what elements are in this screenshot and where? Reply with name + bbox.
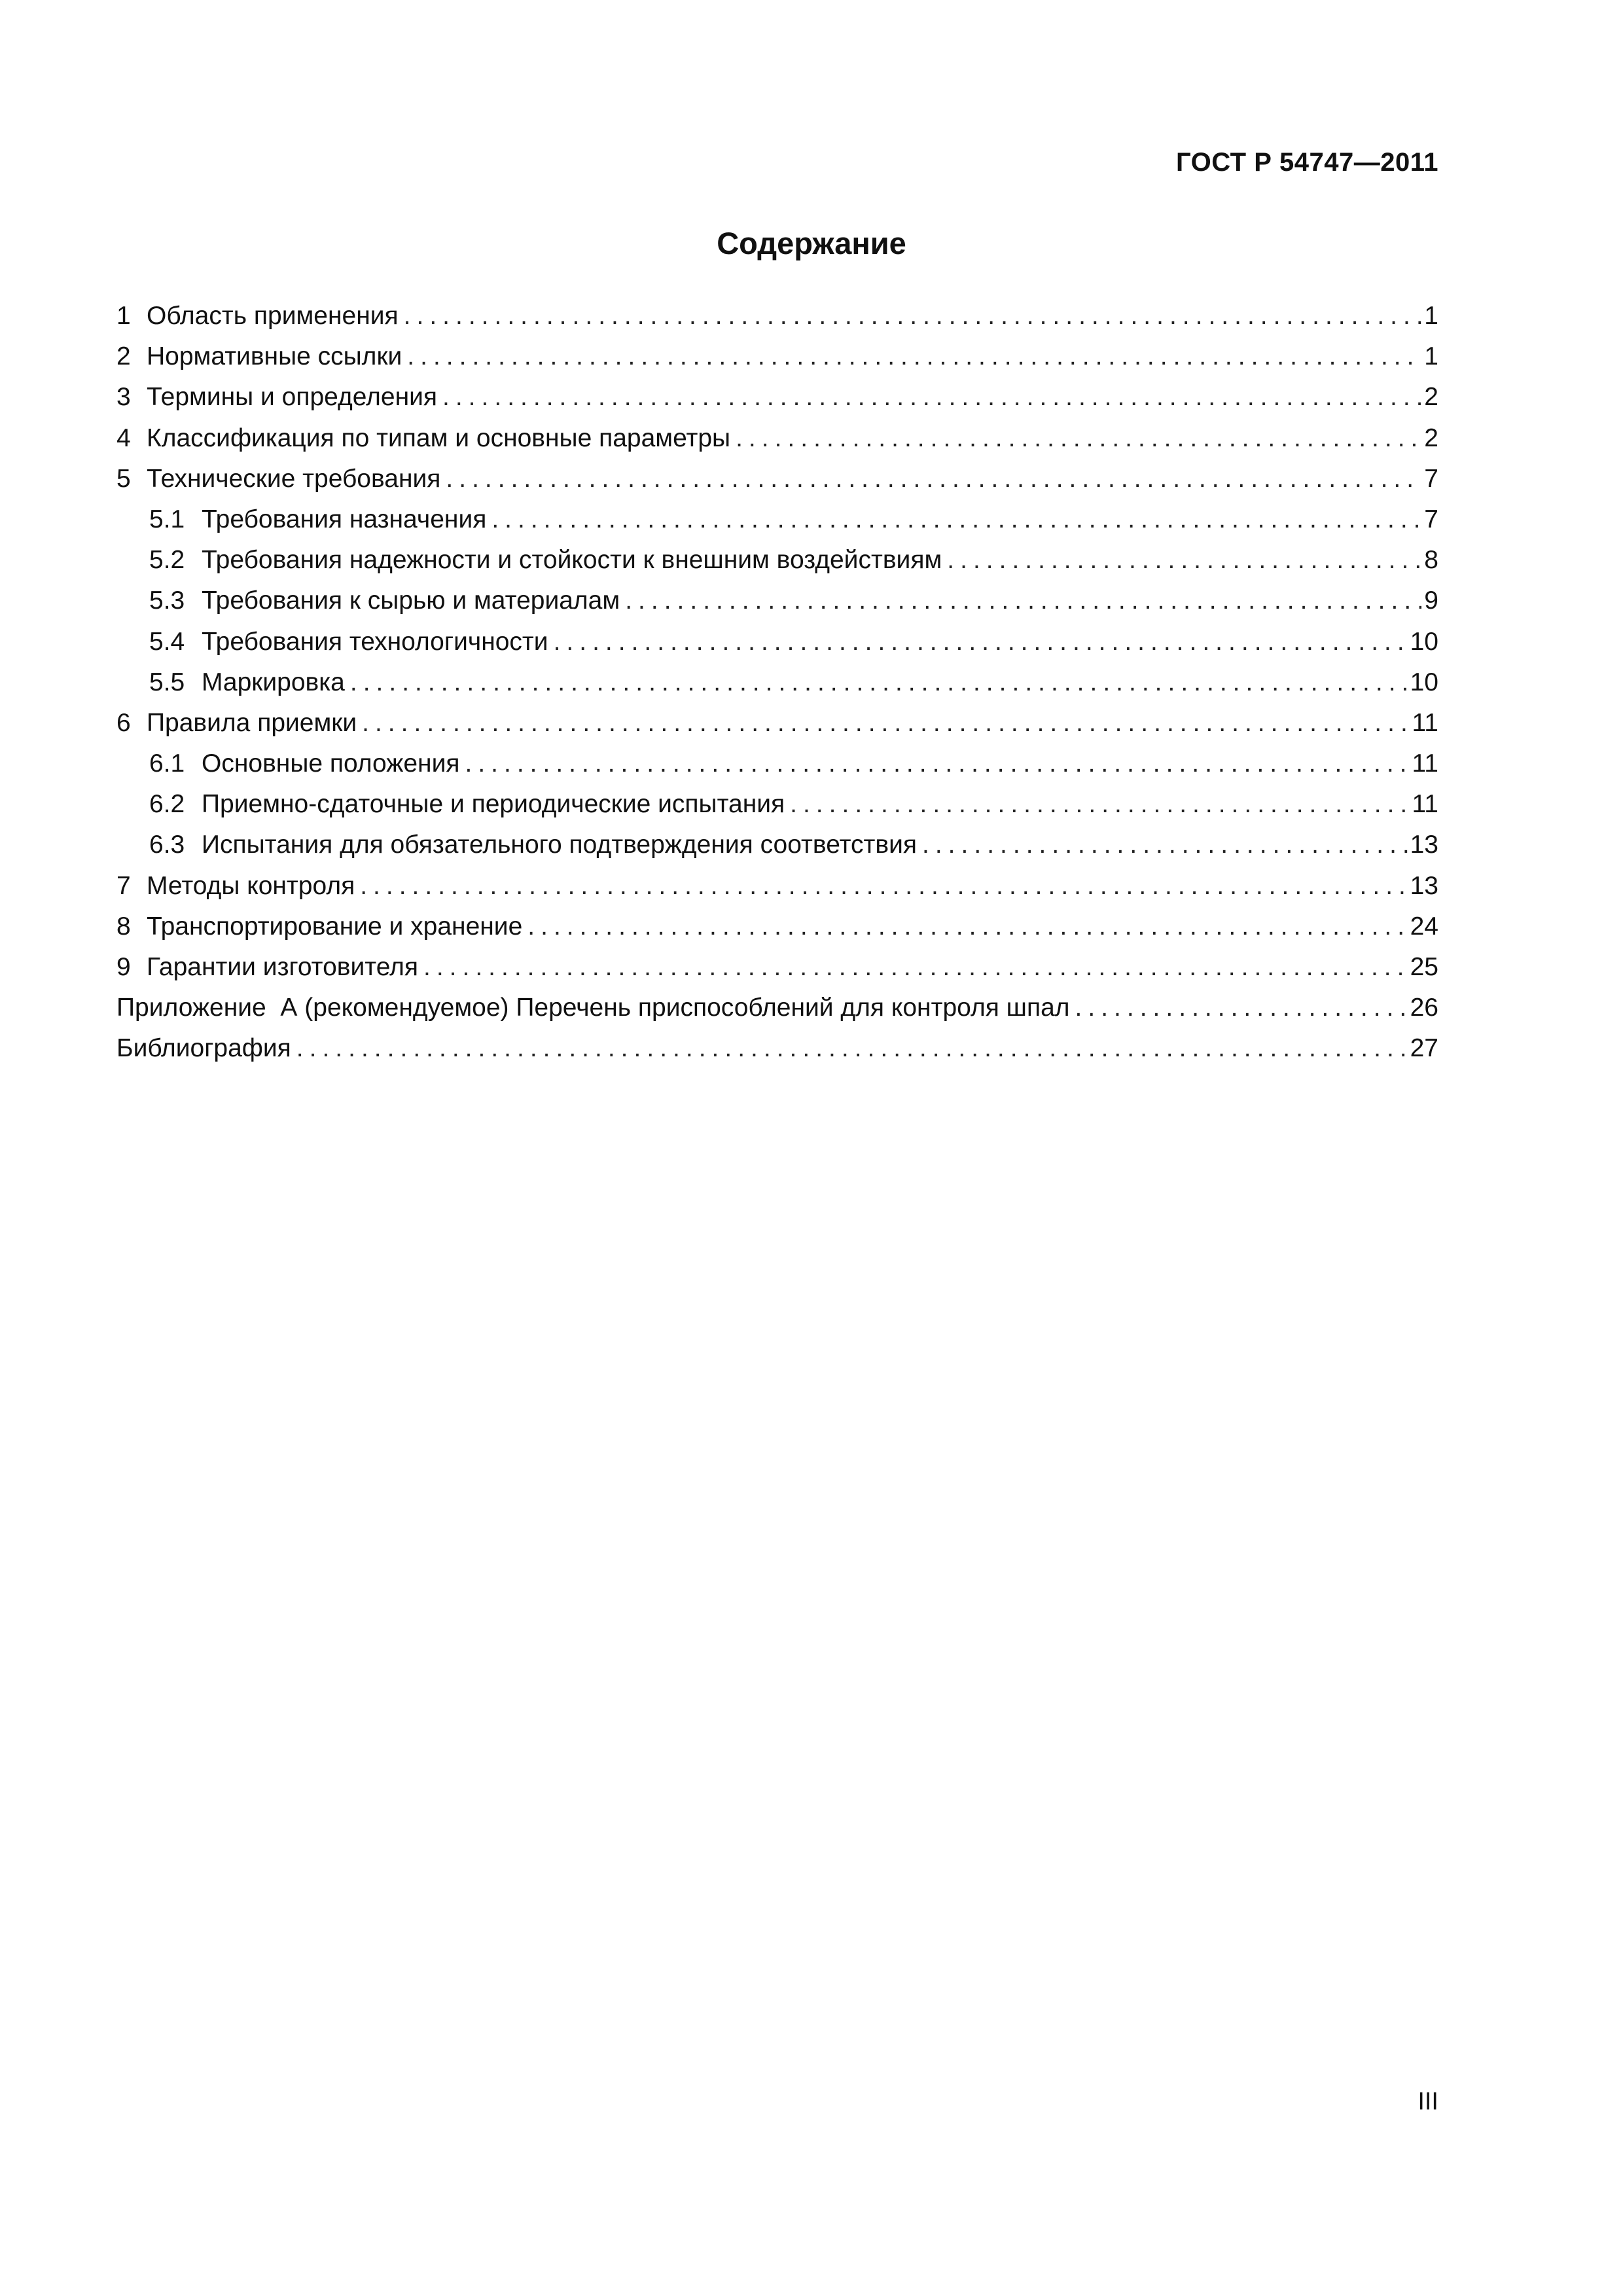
toc-item[interactable] [116, 377, 1438, 418]
toc-leader-dots [296, 1028, 1408, 1069]
toc-title: Содержание [717, 226, 906, 260]
toc-leader-dots [442, 377, 1421, 418]
toc-item-number: 9 [116, 953, 131, 981]
toc-item-number: 7 [116, 871, 131, 900]
toc-item-number: 3 [116, 383, 131, 412]
toc-item-number: 5 [116, 464, 131, 493]
toc-appendix[interactable] [116, 988, 1438, 1028]
toc-leader-dots [423, 947, 1408, 988]
toc-item-label: Основные положения [202, 749, 460, 778]
toc-leader-dots [465, 744, 1410, 784]
toc-item[interactable] [116, 296, 1438, 336]
toc-item-page: 11 [1412, 749, 1438, 778]
toc-item-page: 11 [1412, 708, 1438, 737]
toc-item-number: 6.1 [149, 749, 185, 778]
toc-item-number: 1 [116, 302, 131, 330]
toc-item-page: 9 [1424, 586, 1438, 615]
toc-item-label: Область применения [147, 302, 399, 330]
toc-leader-dots [1075, 988, 1408, 1028]
toc-item-label: Требования надежности и стойкости к внешним воздействиям [202, 546, 942, 575]
toc-subitem[interactable] [116, 825, 1438, 865]
toc-subitem[interactable] [116, 784, 1438, 825]
toc-item-number: 5.1 [149, 505, 185, 533]
toc-item-label: Требования технологичности [202, 627, 548, 656]
toc-item-number: 5.2 [149, 546, 185, 575]
toc-item[interactable] [116, 906, 1438, 947]
toc-item-label: Термины и определения [147, 383, 438, 412]
toc-item-number: 6.3 [149, 831, 185, 859]
toc-leader-dots [736, 418, 1421, 459]
toc-item[interactable] [116, 418, 1438, 459]
table-of-contents [116, 296, 1438, 1069]
toc-item-page: 1 [1424, 302, 1438, 330]
toc-item-label: Правила приемки [147, 708, 357, 737]
toc-item-page: 7 [1424, 464, 1438, 493]
toc-item[interactable] [116, 336, 1438, 377]
document-code: ГОСТ Р 54747—2011 [1176, 148, 1438, 177]
toc-item-page: 13 [1410, 871, 1438, 900]
toc-item-label: Приложение А (рекомендуемое) Перечень приспособлений для контроля шпал [116, 994, 1070, 1022]
toc-leader-dots [527, 906, 1407, 947]
toc-item-number: 6.2 [149, 790, 185, 819]
toc-item-number: 5.4 [149, 627, 185, 656]
toc-item-number: 8 [116, 912, 131, 941]
toc-item-page: 7 [1424, 505, 1438, 533]
toc-leader-dots [407, 336, 1421, 377]
toc-item-label: Транспортирование и хранение [147, 912, 523, 941]
toc-item-page: 11 [1412, 790, 1438, 819]
toc-item-label: Нормативные ссылки [147, 342, 402, 371]
toc-item-number: 5.5 [149, 668, 185, 696]
toc-subitem[interactable] [116, 540, 1438, 581]
toc-leader-dots [554, 622, 1408, 662]
toc-item[interactable] [116, 947, 1438, 988]
toc-item-label: Приемно-сдаточные и периодические испытания [202, 790, 785, 819]
toc-item[interactable] [116, 459, 1438, 499]
toc-leader-dots [446, 459, 1421, 499]
toc-subitem[interactable] [116, 744, 1438, 784]
toc-item-label: Технические требования [147, 464, 441, 493]
toc-leader-dots [404, 296, 1422, 336]
toc-item-number: 6 [116, 708, 131, 737]
toc-subitem[interactable] [116, 499, 1438, 540]
toc-leader-dots [360, 866, 1407, 906]
page-number: III [1418, 2088, 1438, 2115]
toc-item-number: 5.3 [149, 586, 185, 615]
toc-item-page: 10 [1410, 627, 1438, 656]
toc-leader-dots [350, 662, 1408, 703]
toc-leader-dots [491, 499, 1421, 540]
toc-item-page: 27 [1410, 1034, 1438, 1063]
toc-leader-dots [947, 540, 1421, 581]
toc-leader-dots [790, 784, 1409, 825]
toc-item-label: Испытания для обязательного подтверждения соответствия [202, 831, 918, 859]
toc-leader-dots [362, 703, 1409, 744]
toc-item-page: 2 [1424, 383, 1438, 412]
toc-item-page: 26 [1410, 994, 1438, 1022]
toc-item-label: Требования назначения [202, 505, 487, 533]
toc-item-number: 4 [116, 423, 131, 452]
toc-item-label: Гарантии изготовителя [147, 953, 418, 981]
toc-item-page: 8 [1424, 546, 1438, 575]
toc-item-label: Классификация по типам и основные параметры [147, 423, 731, 452]
toc-item-page: 1 [1424, 342, 1438, 371]
toc-item-label: Методы контроля [147, 871, 355, 900]
toc-leader-dots [625, 581, 1421, 621]
toc-subitem[interactable] [116, 622, 1438, 662]
toc-item-page: 10 [1410, 668, 1438, 696]
toc-item[interactable] [116, 866, 1438, 906]
toc-item-label: Библиография [116, 1034, 291, 1063]
toc-item-label: Требования к сырью и материалам [202, 586, 620, 615]
toc-item-page: 2 [1424, 423, 1438, 452]
toc-item-number: 2 [116, 342, 131, 371]
toc-leader-dots [922, 825, 1408, 865]
toc-item[interactable] [116, 703, 1438, 744]
toc-item-page: 13 [1410, 831, 1438, 859]
toc-item-page: 25 [1410, 953, 1438, 981]
toc-subitem[interactable] [116, 662, 1438, 703]
toc-subitem[interactable] [116, 581, 1438, 621]
toc-bibliography[interactable] [116, 1028, 1438, 1069]
toc-item-label: Маркировка [202, 668, 345, 696]
toc-item-page: 24 [1410, 912, 1438, 941]
